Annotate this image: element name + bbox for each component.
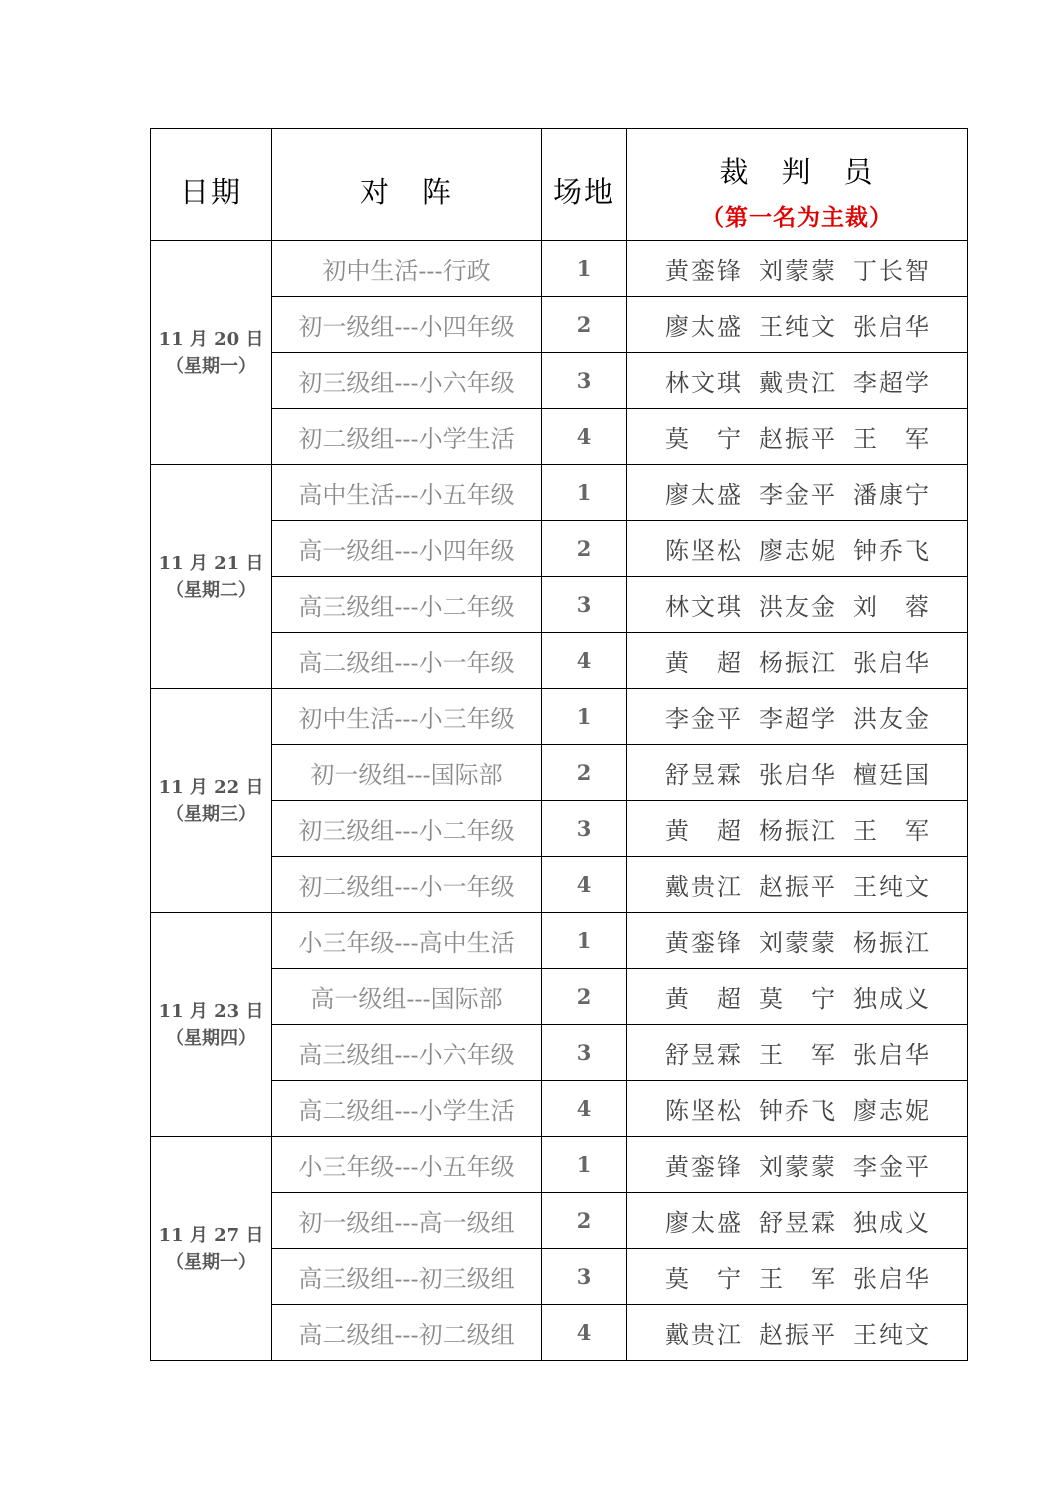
referee-cell <box>627 745 968 801</box>
referee-name: 莫 宁 <box>665 1265 741 1293</box>
referee-cell <box>627 521 968 577</box>
venue-cell: 1 <box>542 241 627 297</box>
venue-cell: 4 <box>542 857 627 913</box>
table-row <box>151 801 968 857</box>
date-cell <box>151 1137 272 1361</box>
referee-cell <box>627 465 968 521</box>
match-cell: 高中生活---小五年级 <box>272 465 542 521</box>
match-cell: 高一级组---国际部 <box>272 969 542 1025</box>
table-row <box>151 633 968 689</box>
referee-cell <box>627 913 968 969</box>
match-cell: 高一级组---小四年级 <box>272 521 542 577</box>
referee-cell <box>627 1025 968 1081</box>
match-cell: 初二级组---小学生活 <box>272 409 542 465</box>
venue-cell: 1 <box>542 465 627 521</box>
referee-name: 廖太盛 <box>665 313 741 341</box>
referee-cell <box>627 353 968 409</box>
referee-name: 杨振江 <box>759 649 835 677</box>
match-cell: 高三级组---初三级组 <box>272 1249 542 1305</box>
table-row <box>151 745 968 801</box>
referee-name: 戴贵江 <box>665 1321 741 1349</box>
referee-name: 李超学 <box>853 369 929 397</box>
weekday-text: （星期四） <box>166 1027 256 1049</box>
table-row <box>151 1305 968 1361</box>
referee-name: 廖太盛 <box>665 1209 741 1237</box>
match-cell: 初中生活---行政 <box>272 241 542 297</box>
referee-name: 陈坚松 <box>665 1097 741 1125</box>
referee-name: 刘蒙蒙 <box>759 929 835 957</box>
referee-cell <box>627 857 968 913</box>
venue-cell: 3 <box>542 801 627 857</box>
venue-cell: 1 <box>542 913 627 969</box>
match-cell: 初一级组---国际部 <box>272 745 542 801</box>
referee-name: 李金平 <box>665 705 741 733</box>
venue-cell: 3 <box>542 353 627 409</box>
match-cell: 小三年级---小五年级 <box>272 1137 542 1193</box>
date-text: 11 月 20 日 <box>158 328 264 350</box>
referee-name: 莫 宁 <box>759 985 835 1013</box>
venue-cell: 3 <box>542 1025 627 1081</box>
referee-cell <box>627 633 968 689</box>
date-cell <box>151 913 272 1137</box>
referee-cell <box>627 409 968 465</box>
referee-cell <box>627 801 968 857</box>
referee-name: 黄 超 <box>665 817 741 845</box>
referee-name: 钟乔飞 <box>759 1097 835 1125</box>
referee-cell <box>627 297 968 353</box>
referee-name: 廖太盛 <box>665 481 741 509</box>
venue-cell: 1 <box>542 1137 627 1193</box>
referee-cell <box>627 577 968 633</box>
match-cell: 高二级组---小学生活 <box>272 1081 542 1137</box>
table-row <box>151 969 968 1025</box>
referee-name: 独成义 <box>853 1209 929 1237</box>
venue-cell: 2 <box>542 1193 627 1249</box>
referee-name: 张启华 <box>853 313 929 341</box>
referee-name: 李金平 <box>759 481 835 509</box>
table-row <box>151 577 968 633</box>
venue-cell: 2 <box>542 745 627 801</box>
table-row <box>151 521 968 577</box>
table-row <box>151 1081 968 1137</box>
referee-name: 黄銮锋 <box>665 257 741 285</box>
date-cell <box>151 689 272 913</box>
referee-cell <box>627 689 968 745</box>
referee-name: 黄 超 <box>665 985 741 1013</box>
match-cell: 高三级组---小二年级 <box>272 577 542 633</box>
referee-name: 李金平 <box>853 1153 929 1181</box>
referee-name: 刘蒙蒙 <box>759 1153 835 1181</box>
referee-cell <box>627 1193 968 1249</box>
referee-name: 张启华 <box>759 761 835 789</box>
referee-name: 王纯文 <box>853 873 929 901</box>
table-row <box>151 1137 968 1193</box>
referee-name: 王 军 <box>759 1265 835 1293</box>
match-cell: 小三年级---高中生活 <box>272 913 542 969</box>
referee-cell <box>627 1081 968 1137</box>
venue-cell: 2 <box>542 969 627 1025</box>
referee-name: 独成义 <box>853 985 929 1013</box>
referee-name: 林文琪 <box>665 593 741 621</box>
match-cell: 高二级组---小一年级 <box>272 633 542 689</box>
referee-name: 洪友金 <box>853 705 929 733</box>
referee-name: 黄銮锋 <box>665 1153 741 1181</box>
match-cell: 高二级组---初二级组 <box>272 1305 542 1361</box>
referee-name: 戴贵江 <box>665 873 741 901</box>
table-row <box>151 1249 968 1305</box>
referee-name: 莫 宁 <box>665 425 741 453</box>
referee-name: 舒昱霖 <box>665 761 741 789</box>
referee-name: 林文琪 <box>665 369 741 397</box>
weekday-text: （星期三） <box>166 803 256 825</box>
venue-cell: 4 <box>542 1081 627 1137</box>
referee-name: 王 军 <box>759 1041 835 1069</box>
referee-name: 张启华 <box>853 1041 929 1069</box>
referee-name: 张启华 <box>853 649 929 677</box>
referee-name: 王纯文 <box>759 313 835 341</box>
table-row <box>151 857 968 913</box>
match-cell: 初中生活---小三年级 <box>272 689 542 745</box>
referee-cell <box>627 1249 968 1305</box>
referee-name: 戴贵江 <box>759 369 835 397</box>
match-cell: 初三级组---小二年级 <box>272 801 542 857</box>
date-cell <box>151 241 272 465</box>
match-cell: 初三级组---小六年级 <box>272 353 542 409</box>
referee-name: 杨振江 <box>759 817 835 845</box>
date-text: 11 月 21 日 <box>158 552 264 574</box>
venue-cell: 3 <box>542 577 627 633</box>
referee-cell <box>627 1137 968 1193</box>
referee-name: 赵振平 <box>759 873 835 901</box>
venue-cell: 2 <box>542 521 627 577</box>
referee-name: 王 军 <box>853 425 929 453</box>
table-row <box>151 353 968 409</box>
header-referee: 裁 判 员 （第一名为主裁） <box>627 129 968 241</box>
table-header-row <box>151 129 968 241</box>
table-row <box>151 465 968 521</box>
referee-name: 刘 蓉 <box>853 593 929 621</box>
venue-cell: 1 <box>542 689 627 745</box>
referee-name: 赵振平 <box>759 1321 835 1349</box>
weekday-text: （星期一） <box>166 355 256 377</box>
table-row <box>151 409 968 465</box>
referee-name: 廖志妮 <box>759 537 835 565</box>
venue-cell: 3 <box>542 1249 627 1305</box>
weekday-text: （星期一） <box>166 1251 256 1273</box>
table-row <box>151 913 968 969</box>
match-cell: 初一级组---高一级组 <box>272 1193 542 1249</box>
referee-name: 檀廷国 <box>853 761 929 789</box>
venue-cell: 2 <box>542 297 627 353</box>
venue-cell: 4 <box>542 633 627 689</box>
referee-cell <box>627 1305 968 1361</box>
header-date: 日期 <box>151 129 272 241</box>
referee-name: 洪友金 <box>759 593 835 621</box>
header-referee-note: （第一名为主裁） <box>701 203 893 231</box>
referee-name: 赵振平 <box>759 425 835 453</box>
date-text: 11 月 27 日 <box>158 1224 264 1246</box>
header-venue: 场地 <box>542 129 627 241</box>
referee-name: 钟乔飞 <box>853 537 929 565</box>
schedule-body <box>151 241 968 1361</box>
date-text: 11 月 22 日 <box>158 776 264 798</box>
referee-name: 潘康宁 <box>853 481 929 509</box>
referee-name: 李超学 <box>759 705 835 733</box>
table-row <box>151 241 968 297</box>
referee-cell <box>627 241 968 297</box>
referee-name: 杨振江 <box>853 929 929 957</box>
referee-schedule-table <box>150 128 968 1361</box>
date-cell <box>151 465 272 689</box>
referee-name: 廖志妮 <box>853 1097 929 1125</box>
venue-cell: 4 <box>542 1305 627 1361</box>
weekday-text: （星期二） <box>166 579 256 601</box>
referee-name: 王 军 <box>853 817 929 845</box>
referee-name: 黄 超 <box>665 649 741 677</box>
referee-name: 王纯文 <box>853 1321 929 1349</box>
referee-name: 陈坚松 <box>665 537 741 565</box>
referee-name: 黄銮锋 <box>665 929 741 957</box>
referee-name: 刘蒙蒙 <box>759 257 835 285</box>
match-cell: 初一级组---小四年级 <box>272 297 542 353</box>
table-row <box>151 1193 968 1249</box>
table-row <box>151 1025 968 1081</box>
referee-name: 丁长智 <box>853 257 929 285</box>
date-text: 11 月 23 日 <box>158 1000 264 1022</box>
referee-name: 张启华 <box>853 1265 929 1293</box>
venue-cell: 4 <box>542 409 627 465</box>
referee-cell <box>627 969 968 1025</box>
match-cell: 初二级组---小一年级 <box>272 857 542 913</box>
table-row <box>151 689 968 745</box>
header-match: 对 阵 <box>272 129 542 241</box>
referee-name: 舒昱霖 <box>665 1041 741 1069</box>
referee-name: 舒昱霖 <box>759 1209 835 1237</box>
table-row <box>151 297 968 353</box>
match-cell: 高三级组---小六年级 <box>272 1025 542 1081</box>
